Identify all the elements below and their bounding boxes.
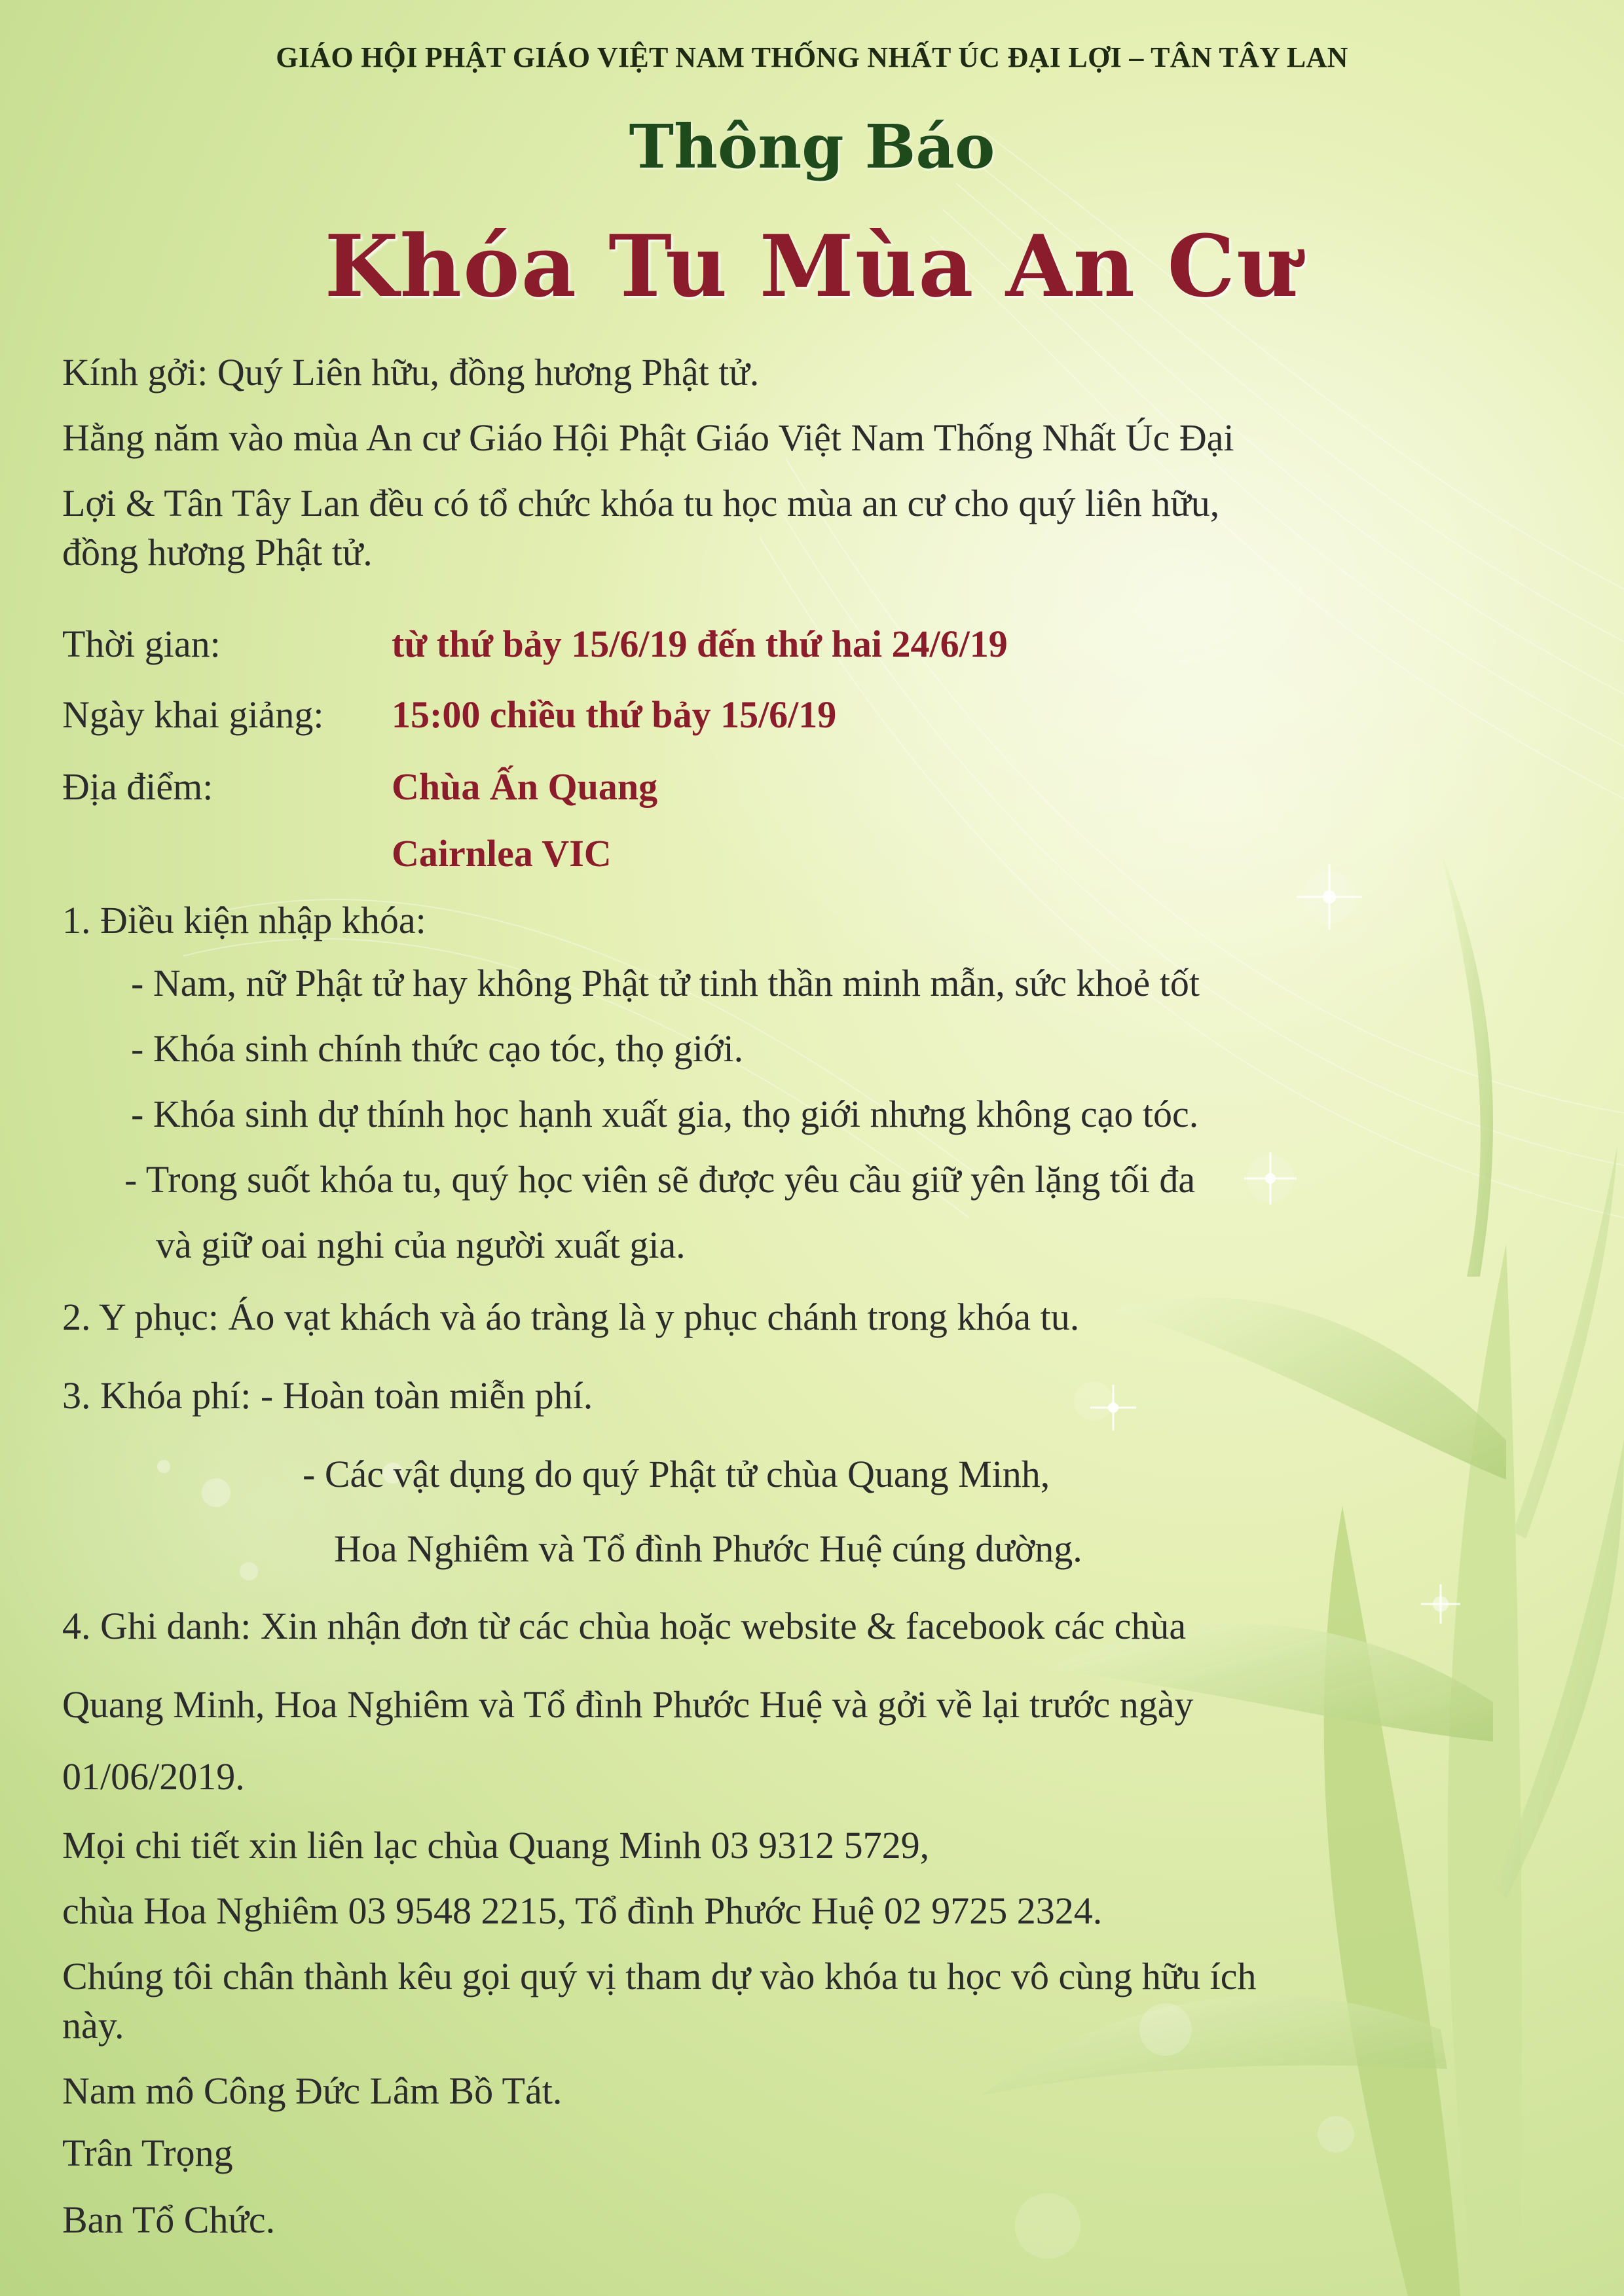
section4-line: 01/06/2019. xyxy=(62,1755,245,1798)
section4-line: 4. Ghi danh: Xin nhận đơn từ các chùa hoặc website & facebook các chùa xyxy=(62,1605,1187,1647)
time-label: Thời gian: xyxy=(62,623,221,665)
closing-line: Chúng tôi chân thành kêu gọi quý vị tham dự vào khóa tu học vô cùng hữu ích xyxy=(62,1955,1257,1997)
organization-name: GIÁO HỘI PHẬT GIÁO VIỆT NAM THỐNG NHẤT ÚC ĐẠI LỢI – TÂN TÂY LAN xyxy=(276,41,1348,73)
opening-value: 15:00 chiều thứ bảy 15/6/19 xyxy=(392,693,837,736)
greeting: Kính gởi: Quý Liên hữu, đồng hương Phật tử. xyxy=(62,351,760,393)
notice-heading: Thông Báo xyxy=(629,111,995,182)
time-value: từ thứ bảy 15/6/19 đến thứ hai 24/6/19 xyxy=(392,623,1008,665)
closing-line: Nam mô Công Đức Lâm Bồ Tát. xyxy=(62,2069,563,2112)
section3-line: 3. Khóa phí: - Hoàn toàn miễn phí. xyxy=(62,1374,593,1417)
location-value-2: Cairnlea VIC xyxy=(392,832,612,875)
section3-line: Hoa Nghiêm và Tổ đình Phước Huệ cúng dường. xyxy=(334,1527,1082,1570)
closing-line: Trân Trọng xyxy=(62,2132,233,2174)
location-value: Chùa Ấn Quang xyxy=(392,765,658,808)
section1-item: và giữ oai nghi của người xuất gia. xyxy=(156,1224,686,1266)
section1-item: - Trong suốt khóa tu, quý học viên sẽ được yêu cầu giữ yên lặng tối đa xyxy=(124,1158,1196,1201)
bamboo-leaves xyxy=(982,851,1624,2296)
section3-line: - Các vật dụng do quý Phật tử chùa Quang Minh, xyxy=(303,1453,1050,1495)
intro-line: đồng hương Phật tử. xyxy=(62,531,373,574)
intro-line: Lợi & Tân Tây Lan đều có tổ chức khóa tu học mùa an cư cho quý liên hữu, xyxy=(62,482,1220,524)
section1-title: 1. Điều kiện nhập khóa: xyxy=(62,899,426,941)
section1-item: - Khóa sinh dự thính học hạnh xuất gia, thọ giới nhưng không cạo tóc. xyxy=(131,1093,1199,1135)
opening-label: Ngày khai giảng: xyxy=(62,693,324,736)
closing-line: này. xyxy=(62,2004,124,2047)
signature: Ban Tổ Chức. xyxy=(62,2198,276,2241)
section4-line: Quang Minh, Hoa Nghiêm và Tổ đình Phước Huệ và gởi về lại trước ngày xyxy=(62,1683,1194,1726)
section1-item: - Khóa sinh chính thức cạo tóc, thọ giới. xyxy=(131,1027,744,1070)
retreat-title: Khóa Tu Mùa An Cư xyxy=(324,216,1300,316)
contact-line: Mọi chi tiết xin liên lạc chùa Quang Minh 03 9312 5729, xyxy=(62,1824,930,1867)
location-label: Địa điểm: xyxy=(62,765,213,808)
contact-line: chùa Hoa Nghiêm 03 9548 2215, Tổ đình Phước Huệ 02 9725 2324. xyxy=(62,1889,1103,1932)
section1-item: - Nam, nữ Phật tử hay không Phật tử tinh thần minh mẫn, sức khoẻ tốt xyxy=(131,962,1200,1004)
section2: 2. Y phục: Áo vạt khách và áo tràng là y phục chánh trong khóa tu. xyxy=(62,1296,1080,1338)
intro-line: Hằng năm vào mùa An cư Giáo Hội Phật Giáo Việt Nam Thống Nhất Úc Đại xyxy=(62,416,1234,459)
